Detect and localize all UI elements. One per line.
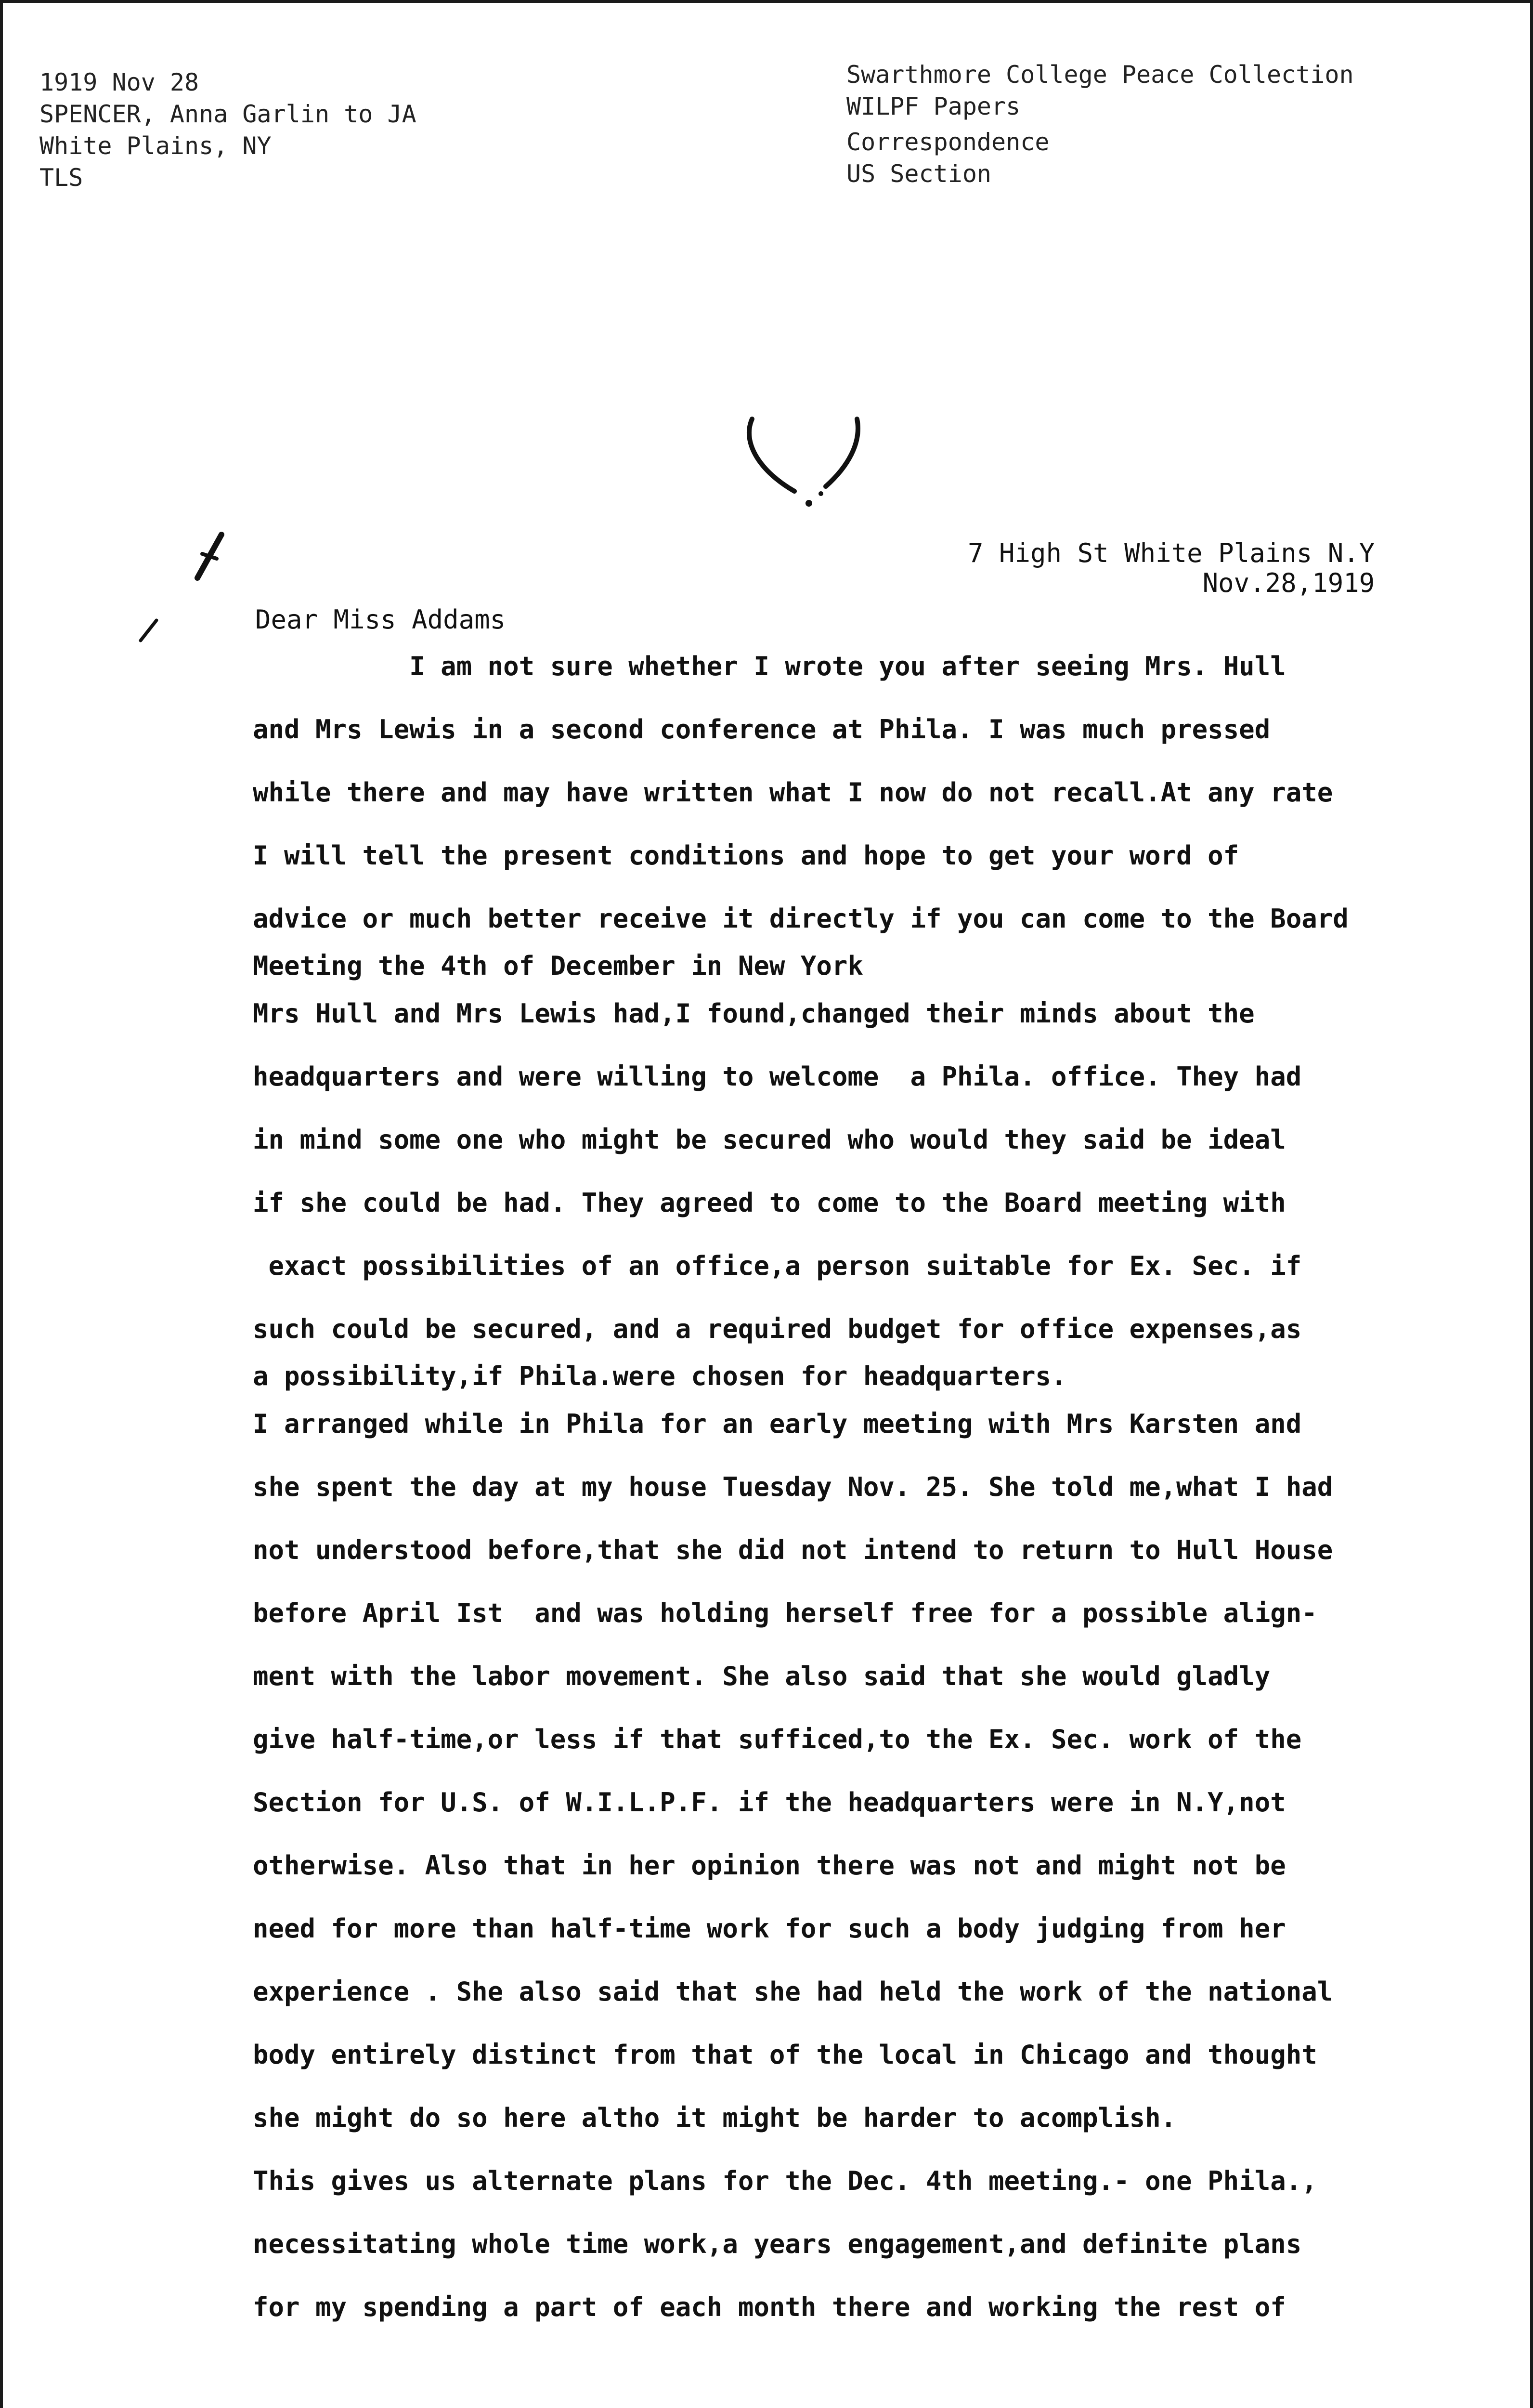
body-line: she might do so here altho it might be harder to acomplish. xyxy=(253,2103,1177,2133)
body-line: need for more than half-time work for such a body judging from her xyxy=(253,1913,1286,1944)
archive-header-right xyxy=(846,59,1354,190)
body-line: body entirely distinct from that of the local in Chicago and thought xyxy=(253,2040,1317,2070)
header-papers: WILPF Papers xyxy=(846,92,1021,120)
header-doc-type: TLS xyxy=(39,164,83,192)
pen-stroke-icon xyxy=(135,616,164,645)
body-line: while there and may have written what I now do not recall.At any rate xyxy=(253,777,1333,808)
letter-heading xyxy=(968,538,1375,598)
body-line: ment with the labor movement. She also said that she would gladly xyxy=(253,1661,1271,1691)
body-line: in mind some one who might be secured who would they said be ideal xyxy=(253,1125,1286,1155)
body-line: exact possibilities of an office,a person suitable for Ex. Sec. if xyxy=(253,1251,1302,1281)
body-line: a possibility,if Phila.were chosen for headquarters. xyxy=(253,1361,1067,1391)
body-line: I arranged while in Phila for an early meeting with Mrs Karsten and xyxy=(253,1409,1302,1439)
archive-header-left xyxy=(39,66,416,194)
body-line: give half-time,or less if that sufficed,to the Ex. Sec. work of the xyxy=(253,1724,1302,1754)
body-line: I am not sure whether I wrote you after seeing Mrs. Hull xyxy=(253,651,1286,681)
body-line: I will tell the present conditions and hope to get your word of xyxy=(253,840,1239,871)
header-date: 1919 Nov 28 xyxy=(39,68,199,96)
header-correspondents: SPENCER, Anna Garlin to JA xyxy=(39,100,416,128)
salutation: Dear Miss Addams xyxy=(255,604,506,635)
body-line: advice or much better receive it directly if you can come to the Board xyxy=(253,903,1349,934)
body-line: necessitating whole time work,a years engagement,and definite plans xyxy=(253,2229,1302,2259)
sender-address: 7 High St White Plains N.Y xyxy=(968,538,1375,568)
body-line: This gives us alternate plans for the Dec. 4th meeting.- one Phila., xyxy=(253,2166,1317,2196)
body-line: before April Ist and was holding herself free for a possible align- xyxy=(253,1598,1317,1628)
body-line: Mrs Hull and Mrs Lewis had,I found,changed their minds about the xyxy=(253,998,1255,1029)
header-section: US Section xyxy=(846,160,992,188)
letter-body xyxy=(253,635,1514,2339)
header-collection: Swarthmore College Peace Collection xyxy=(846,61,1354,89)
body-line: otherwise. Also that in her opinion there was not and might not be xyxy=(253,1850,1286,1881)
letter-date: Nov.28,1919 xyxy=(1202,568,1375,598)
body-line: and Mrs Lewis in a second conference at Phila. I was much pressed xyxy=(253,714,1271,745)
body-line: such could be secured, and a required budget for office expenses,as xyxy=(253,1314,1302,1344)
body-line: experience . She also said that she had held the work of the national xyxy=(253,1976,1333,2007)
header-series: Correspondence xyxy=(846,128,1050,156)
body-line: headquarters and were willing to welcome a Phila. office. They had xyxy=(253,1061,1302,1092)
body-line: for my spending a part of each month there and working the rest of xyxy=(253,2292,1286,2322)
body-line: not understood before,that she did not intend to return to Hull House xyxy=(253,1535,1333,1565)
body-line: Meeting the 4th of December in New York xyxy=(253,951,863,981)
header-place: White Plains, NY xyxy=(39,132,272,160)
body-line: Section for U.S. of W.I.L.P.F. if the headquarters were in N.Y,not xyxy=(253,1787,1286,1818)
pen-stroke-icon xyxy=(188,530,231,583)
handwritten-mark-icon xyxy=(741,414,867,510)
body-line: if she could be had. They agreed to come to the Board meeting with xyxy=(253,1188,1286,1218)
body-line: she spent the day at my house Tuesday Nov. 25. She told me,what I had xyxy=(253,1472,1333,1502)
